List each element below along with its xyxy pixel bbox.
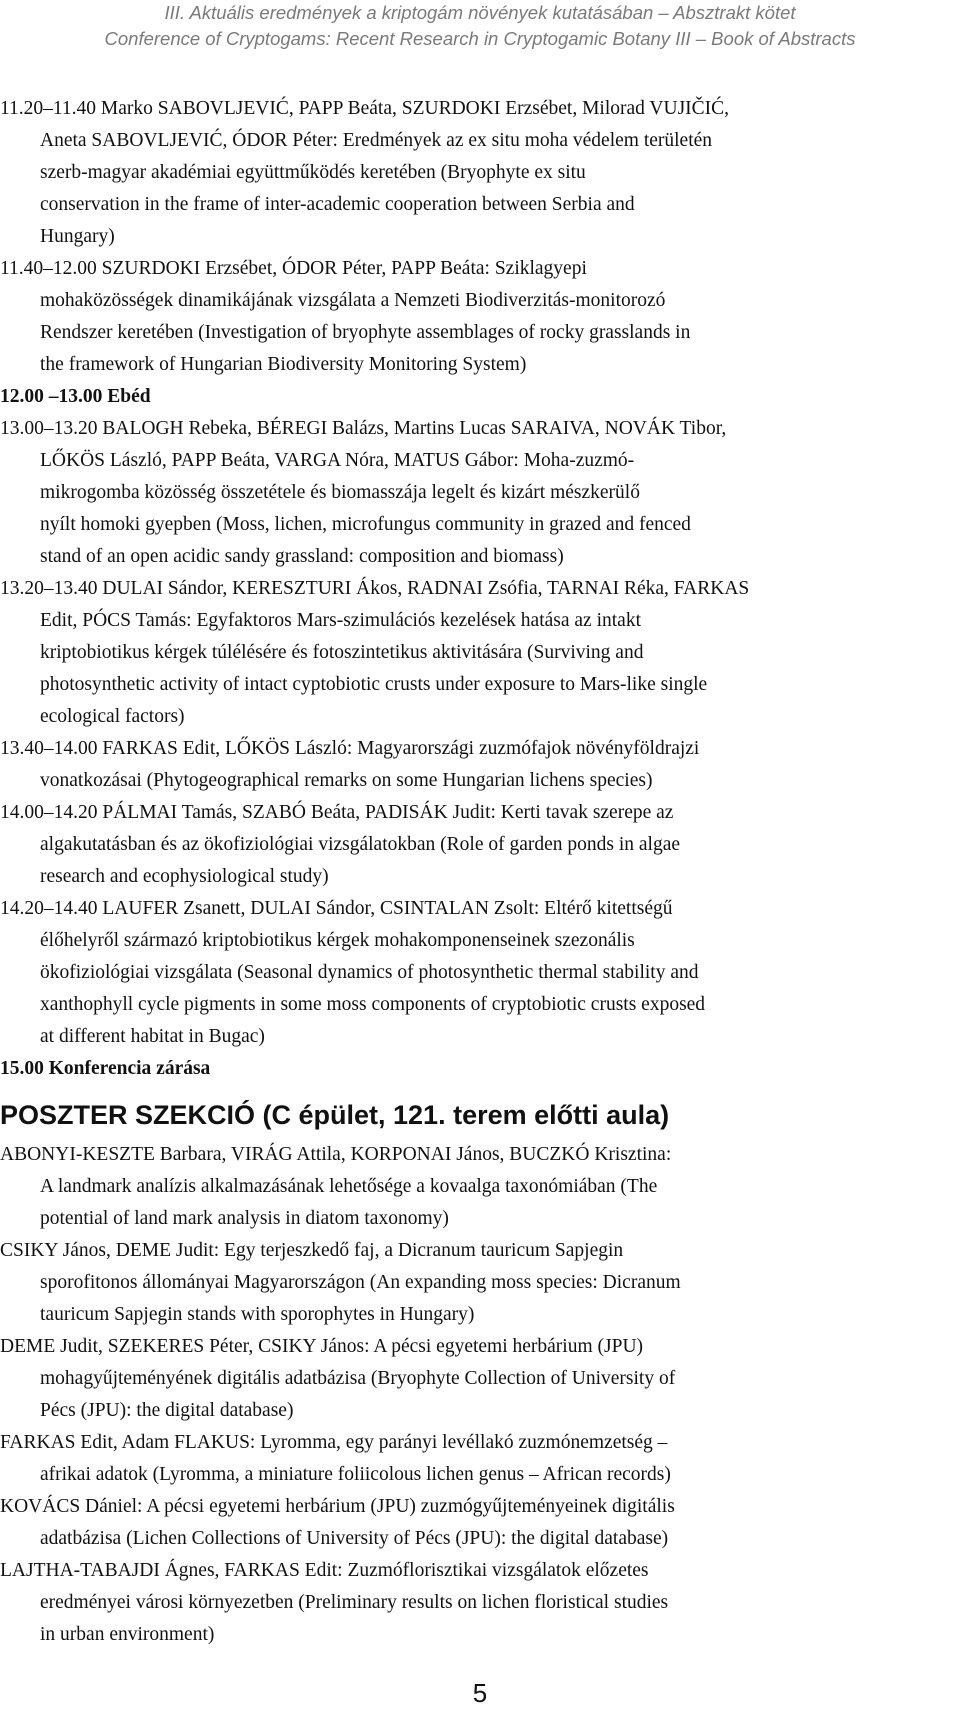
program-entry-line: élőhelyről származó kriptobiotikus kérgek mohakomponenseinek szezonális [40,930,635,951]
program-entry-line: algakutatásban és az ökofiziológiai vizsgálatokban (Role of garden ponds in algae [40,834,681,855]
program-entry-line: Rendszer keretében (Investigation of bryophyte assemblages of rocky grasslands in [40,322,691,343]
program-entry-line: szerb-magyar akadémiai együttműködés keretében (Bryophyte ex situ [40,162,586,183]
header-title-hu: III. Aktuális eredmények a kriptogám növények kutatásában – Absztrakt kötet [164,2,796,23]
header-title-en: Conference of Cryptogams: Recent Research in Cryptogamic Botany III – Book of Abstracts [104,28,856,49]
program-entry-line: vonatkozásai (Phytogeographical remarks on some Hungarian lichens species) [40,770,653,791]
poster-entry-line: CSIKY János, DEME Judit: Egy terjeszkedő faj, a Dicranum tauricum Sapjegin [0,1240,624,1261]
poster-entry-line: afrikai adatok (Lyromma, a miniature foliicolous lichen genus – African records) [40,1464,671,1485]
program-entry-line: xanthophyll cycle pigments in some moss components of cryptobiotic crusts exposed [40,994,706,1015]
program-entry-line: mikrogomba közösség összetétele és biomasszája legelt és kizárt mészkerülő [40,482,640,503]
program-entry-line: 13.40–14.00 FARKAS Edit, LŐKÖS László: Magyarországi zuzmófajok növényföldrajzi [0,738,700,759]
poster-entry-line: mohagyűjteményének digitális adatbázisa (Bryophyte Collection of University of [40,1368,676,1389]
poster-entry-line: FARKAS Edit, Adam FLAKUS: Lyromma, egy parányi levéllakó zuzmónemzetség – [0,1432,668,1453]
page-number: 5 [472,1678,488,1708]
program-entry-line: LŐKÖS László, PAPP Beáta, VARGA Nóra, MATUS Gábor: Moha-zuzmó- [40,450,635,471]
poster-entry-line: KOVÁCS Dániel: A pécsi egyetemi herbárium (JPU) zuzmógyűjteményeinek digitális [0,1496,675,1517]
poster-entry-line: in urban environment) [40,1624,215,1645]
program-entry-line: Hungary) [40,226,115,247]
poster-section-title: POSZTER SZEKCIÓ (C épület, 121. terem előtti aula) [0,1100,670,1130]
program-entry-line: mohaközösségek dinamikájának vizsgálata a Nemzeti Biodiverzitás-monitorozó [40,290,666,311]
program-entry-line: 15.00 Konferencia zárása [0,1058,211,1079]
program-entry-line: 11.40–12.00 SZURDOKI Erzsébet, ÓDOR Péter, PAPP Beáta: Sziklagyepi [0,258,587,279]
program-entry-line: 12.00 –13.00 Ebéd [0,386,151,407]
poster-entry-line: DEME Judit, SZEKERES Péter, CSIKY János: A pécsi egyetemi herbárium (JPU) [0,1336,644,1357]
program-entry-line: 13.20–13.40 DULAI Sándor, KERESZTURI Ákos, RADNAI Zsófia, TARNAI Réka, FARKAS [0,578,750,599]
program-entry-line: ecological factors) [40,706,185,727]
poster-entry-line: adatbázisa (Lichen Collections of University of Pécs (JPU): the digital database) [40,1528,669,1549]
program-entry-line: research and ecophysiological study) [40,866,329,887]
program-entry-line: photosynthetic activity of intact cyptobiotic crusts under exposure to Mars-like single [40,674,708,695]
program-entry-line: 14.20–14.40 LAUFER Zsanett, DULAI Sándor, CSINTALAN Zsolt: Eltérő kitettségű [0,898,673,919]
program-entry-line: Edit, PÓCS Tamás: Egyfaktoros Mars-szimulációs kezelések hatása az intakt [40,610,641,631]
poster-entry-line: A landmark analízis alkalmazásának lehetősége a kovaalga taxonómiában (The [40,1176,658,1197]
poster-entry-line: eredményei városi környezetben (Preliminary results on lichen floristical studies [40,1592,669,1613]
program-entry-line: 14.00–14.20 PÁLMAI Tamás, SZABÓ Beáta, PADISÁK Judit: Kerti tavak szerepe az [0,802,674,823]
poster-entry-line: Pécs (JPU): the digital database) [40,1400,294,1421]
poster-entry-line: potential of land mark analysis in diatom taxonomy) [40,1208,449,1229]
program-entry-line: kriptobiotikus kérgek túlélésére és fotoszintetikus aktivitására (Surviving and [40,642,644,663]
poster-entry-line: LAJTHA-TABAJDI Ágnes, FARKAS Edit: Zuzmóflorisztikai vizsgálatok előzetes [0,1560,649,1581]
poster-entry-line: sporofitonos állományai Magyarországon (An expanding moss species: Dicranum [40,1272,681,1293]
program-entry-line: the framework of Hungarian Biodiversity Monitoring System) [40,354,527,375]
program-entry-line: ökofiziológiai vizsgálata (Seasonal dynamics of photosynthetic thermal stability and [40,962,699,983]
program-entry-line: stand of an open acidic sandy grassland: composition and biomass) [40,546,564,567]
program-entry-line: 13.00–13.20 BALOGH Rebeka, BÉREGI Balázs, Martins Lucas SARAIVA, NOVÁK Tibor, [0,418,727,439]
poster-entry-line: tauricum Sapjegin stands with sporophytes in Hungary) [40,1304,475,1325]
program-entry-line: at different habitat in Bugac) [40,1026,265,1047]
program-entry-line: nyílt homoki gyepben (Moss, lichen, microfungus community in grazed and fenced [40,514,691,535]
program-entry-line: Aneta SABOVLJEVIĆ, ÓDOR Péter: Eredmények az ex situ moha védelem területén [40,130,713,151]
program-entry-line: 11.20–11.40 Marko SABOVLJEVIĆ, PAPP Beáta, SZURDOKI Erzsébet, Milorad VUJIČIĆ, [0,98,730,119]
poster-entry-line: ABONYI-KESZTE Barbara, VIRÁG Attila, KORPONAI János, BUCZKÓ Krisztina: [0,1144,672,1165]
program-entry-line: conservation in the frame of inter-academic cooperation between Serbia and [40,194,635,215]
